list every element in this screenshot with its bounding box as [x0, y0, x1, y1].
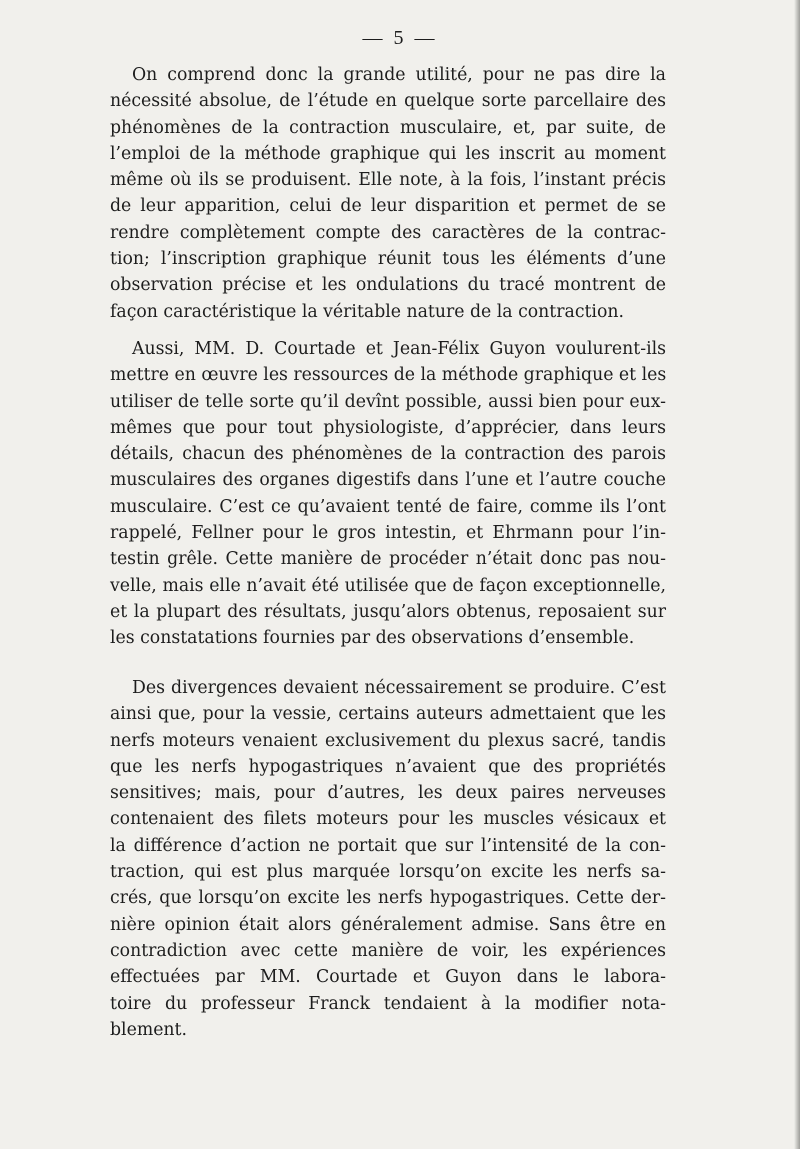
- paragraph-line: nerfs moteurs venaient exclusivement du plexus sacré, tandis: [110, 730, 666, 751]
- paragraph-line: mêmes que pour tout physiologiste, d’apprécier, dans leurs: [110, 417, 666, 438]
- paragraph-line: la différence d’action ne portait que sur l’intensité de la con-: [110, 835, 666, 856]
- paragraph-line: sensitives; mais, pour d’autres, les deux paires nerveuses: [110, 783, 666, 804]
- paragraph-line: tion; l’inscription graphique réunit tous les éléments d’une: [110, 249, 666, 270]
- paragraph-1: [110, 62, 666, 325]
- paragraph-line: nière opinion était alors généralement admise. Sans être en: [110, 914, 666, 935]
- paragraph-line: même où ils se produisent. Elle note, à la fois, l’instant précis: [110, 170, 666, 191]
- paragraph-line: blement.: [110, 1019, 187, 1040]
- paragraph-line: contradiction avec cette manière de voir, les expériences: [110, 940, 666, 961]
- paragraph-line: de leur apparition, celui de leur disparition et permet de se: [110, 196, 666, 217]
- paragraph-line: contenaient des filets moteurs pour les muscles vésicaux et: [110, 809, 666, 830]
- paragraph-line: ainsi que, pour la vessie, certains auteurs admettaient que les: [110, 704, 666, 725]
- paragraph-line: rendre complètement compte des caractères de la contrac-: [110, 222, 666, 243]
- paragraph-line: façon caractéristique la véritable nature de la contraction.: [110, 301, 624, 322]
- paragraph-line: effectuées par MM. Courtade et Guyon dans le labora-: [110, 967, 666, 988]
- paragraph-line: velle, mais elle n’avait été utilisée que de façon exceptionnelle,: [110, 575, 666, 596]
- paragraph-line: mettre en œuvre les ressources de la méthode graphique et les: [110, 365, 667, 386]
- paragraph-line: traction, qui est plus marquée lorsqu’on excite les nerfs sa-: [110, 862, 666, 883]
- paragraph-line: Aussi, MM. D. Courtade et Jean-Félix Guyon voulurent-ils: [132, 339, 666, 359]
- paragraph-3: [110, 675, 666, 1043]
- paragraph-line: phénomènes de la contraction musculaire, et, par suite, de: [110, 117, 666, 138]
- paragraph-line: que les nerfs hypogastriques n’avaient que des propriétés: [110, 756, 666, 777]
- paragraph-line: l’emploi de la méthode graphique qui les inscrit au moment: [110, 143, 666, 164]
- paragraph-line: observation précise et les ondulations du tracé montrent de: [110, 275, 666, 296]
- paragraph-line: musculaire. C’est ce qu’avaient tenté de faire, comme ils l’ont: [110, 496, 666, 517]
- paragraph-line: testin grêle. Cette manière de procéder n’était donc pas nou-: [110, 549, 666, 570]
- paragraph-line: les constatations fournies par des observations d’ensemble.: [110, 628, 635, 649]
- paragraph-line: détails, chacun des phénomènes de la contraction des parois: [110, 444, 666, 465]
- paragraph-line: et la plupart des résultats, jusqu’alors obtenus, reposaient sur: [110, 601, 666, 622]
- paragraph-line: nécessité absolue, de l’étude en quelque sorte parcellaire des: [110, 91, 666, 112]
- page-number: — 5 —: [362, 27, 438, 49]
- paragraph-line: On comprend donc la grande utilité, pour ne pas dire la: [132, 65, 666, 85]
- paragraph-line: toire du professeur Franck tendaient à la modifier nota-: [110, 993, 666, 1014]
- paragraph-line: utiliser de telle sorte qu’il devînt possible, aussi bien pour eux-: [110, 391, 666, 412]
- paragraph-line: Des divergences devaient nécessairement se produire. C’est: [132, 678, 666, 698]
- paragraph-line: musculaires des organes digestifs dans l’une et l’autre couche: [110, 470, 666, 491]
- paragraph-2: [110, 336, 666, 652]
- page-edge-shadow: [794, 0, 800, 1149]
- paragraph-line: crés, que lorsqu’on excite les nerfs hypogastriques. Cette der-: [110, 888, 666, 909]
- paragraph-line: rappelé, Fellner pour le gros intestin, et Ehrmann pour l’in-: [110, 523, 666, 544]
